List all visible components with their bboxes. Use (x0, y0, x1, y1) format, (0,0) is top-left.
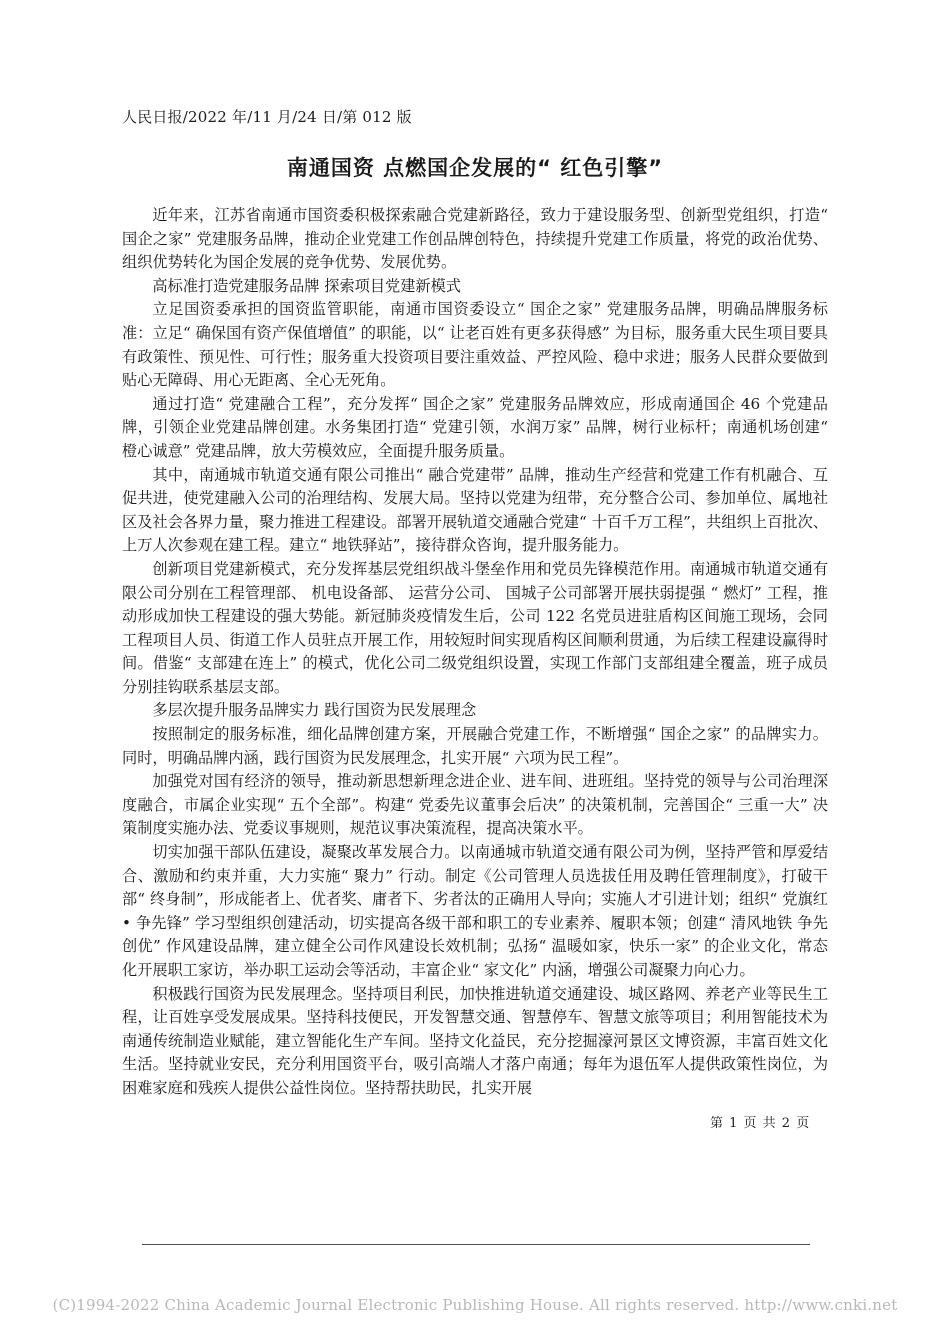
paragraph: 按照制定的服务标准，细化品牌创建方案，开展融合党建工作，不断增强“ 国企之家” 的品牌实力。同时，明确品牌内涵，践行国资为民发展理念，扎实开展“ 六项为民工程”。 (122, 725, 828, 767)
paragraph: 其中，南通城市轨道交通有限公司推出“ 融合党建带” 品牌，推动生产经营和党建工作有机融合、互促共进，使党建融入公司的治理结构、发展大局。坚持以党建为纽带，充分整合公司、参加单位、属地社区及社会各界力量，聚力推进工程建设。部署开展轨道交通融合党建“ 十百千万工程”，共组织上百批次、上万人次参观在建工程。建立“ 地铁驿站”，接待群众咨询，提升服务能力。 (122, 465, 828, 555)
paragraph: 加强党对国有经济的领导，推动新思想新理念进企业、进车间、进班组。坚持党的领导与公司治理深度融合，市属企业实现“ 五个全部”。构建“ 党委先议董事会后决” 的决策机制，完善国企“ 三重一大” 决策制度实施办法、党委议事规则，规范议事决策流程，提高决策水平。 (122, 772, 828, 838)
paragraph: 创新项目党建新模式，充分发挥基层党组织战斗堡垒作用和党员先锋模范作用。南通城市轨道交通有限公司分别在工程管理部、 机电设备部、 运营分公司、 国城子公司部署开展扶弱提强 “ 燃灯” 工程，推动形成加快工程建设的强大势能。新冠肺炎疫情发生后，公司 122 名党员进驻盾构区间施工现场，会同工程项目人员、街道工作人员驻点开展工作，用较短时间实现盾构区间顺利贯通，为后续工程建设赢得时间。借鉴“ 支部建在连上” 的模式，优化公司二级党组织设置，实现工作部门支部组建全覆盖，班子成员分别挂钩联系基层支部。 (122, 559, 828, 696)
paragraph-intro: 近年来，江苏省南通市国资委积极探索融合党建新路径，致力于建设服务型、创新型党组织，打造“ 国企之家” 党建服务品牌，推动企业党建工作创品牌创特色，持续提升党建工作质量，将党的政治优势、组织优势转化为国企发展的竞争优势、发展优势。 (122, 206, 828, 272)
paragraph: 积极践行国资为民发展理念。坚持项目利民，加快推进轨道交通建设、城区路网、养老产业等民生工程，让百姓享受发展成果。坚持科技便民，开发智慧交通、智慧停车、智慧文旅等项目；利用智能技术为南通传统制造业赋能，建立智能化生产车间。坚持文化益民，充分挖掘濠河景区文博资源，丰富百姓文化生活。坚持就业安民，充分利用国资平台，吸引高端人才落户南通；每年为退伍军人提供政策性岗位，为困难家庭和残疾人提供公益性岗位。坚持帮扶助民，扎实开展 (122, 984, 828, 1097)
footer-divider (142, 1244, 810, 1245)
section-heading-1: 高标准打造党建服务品牌 探索项目党建新模式 (152, 276, 461, 295)
copyright-footer: (C)1994-2022 China Academic Journal Electronic Publishing House. All rights reserved. http://www.cnki.net (52, 1296, 898, 1314)
article-body (122, 204, 828, 1101)
paragraph: 立足国资委承担的国资监管职能，南通市国资委设立“ 国企之家” 党建服务品牌，明确品牌服务标准：立足“ 确保国有资产保值增值” 的职能，以“ 让老百姓有更多获得感” 为目标，服务重大民生项目要具有政策性、预见性、可行性；服务重大投资项目要注重效益、严控风险、稳中求进；服务人民群众要做到贴心无障碍、用心无距离、全心无死角。 (122, 300, 828, 390)
section-heading-2: 多层次提升服务品牌实力 践行国资为民发展理念 (152, 701, 477, 720)
paragraph: 切实加强干部队伍建设，凝聚改革发展合力。以南通城市轨道交通有限公司为例，坚持严管和厚爱结合、激励和约束并重，大力实施“ 聚力” 行动。制定《公司管理人员选拔任用及聘任管理制度》，打破干部“ 终身制”，形成能者上、优者奖、庸者下、劣者汰的正确用人导向；实施人才引进计划；组织“ 党旗红 • 争先锋” 学习型组织创建活动，切实提高各级干部和职工的专业素养、履职本领；创建“ 清风地铁 争先创优” 作风建设品牌，建立健全公司作风建设长效机制；弘扬“ 温暖如家，快乐一家” 的企业文化，常态化开展职工家访，举办职工运动会等活动，丰富企业“ 家文化” 内涵，增强公司凝聚力向心力。 (122, 843, 828, 979)
article-title: 南通国资 点燃国企发展的“ 红色引擎” (286, 156, 664, 180)
page-number: 第 1 页 共 2 页 (710, 1116, 811, 1131)
source-line: 人民日报/2022 年/11 月/24 日/第 012 版 (122, 108, 412, 126)
paragraph: 通过打造“ 党建融合工程”，充分发挥“ 国企之家” 党建服务品牌效应，形成南通国企 46 个党建品牌，引领企业党建品牌创建。水务集团打造“ 党建引领，水润万家” 品牌，树行业标杆；南通机场创建“ 橙心诚意” 党建品牌，放大劳模效应，全面提升服务质量。 (122, 394, 828, 460)
